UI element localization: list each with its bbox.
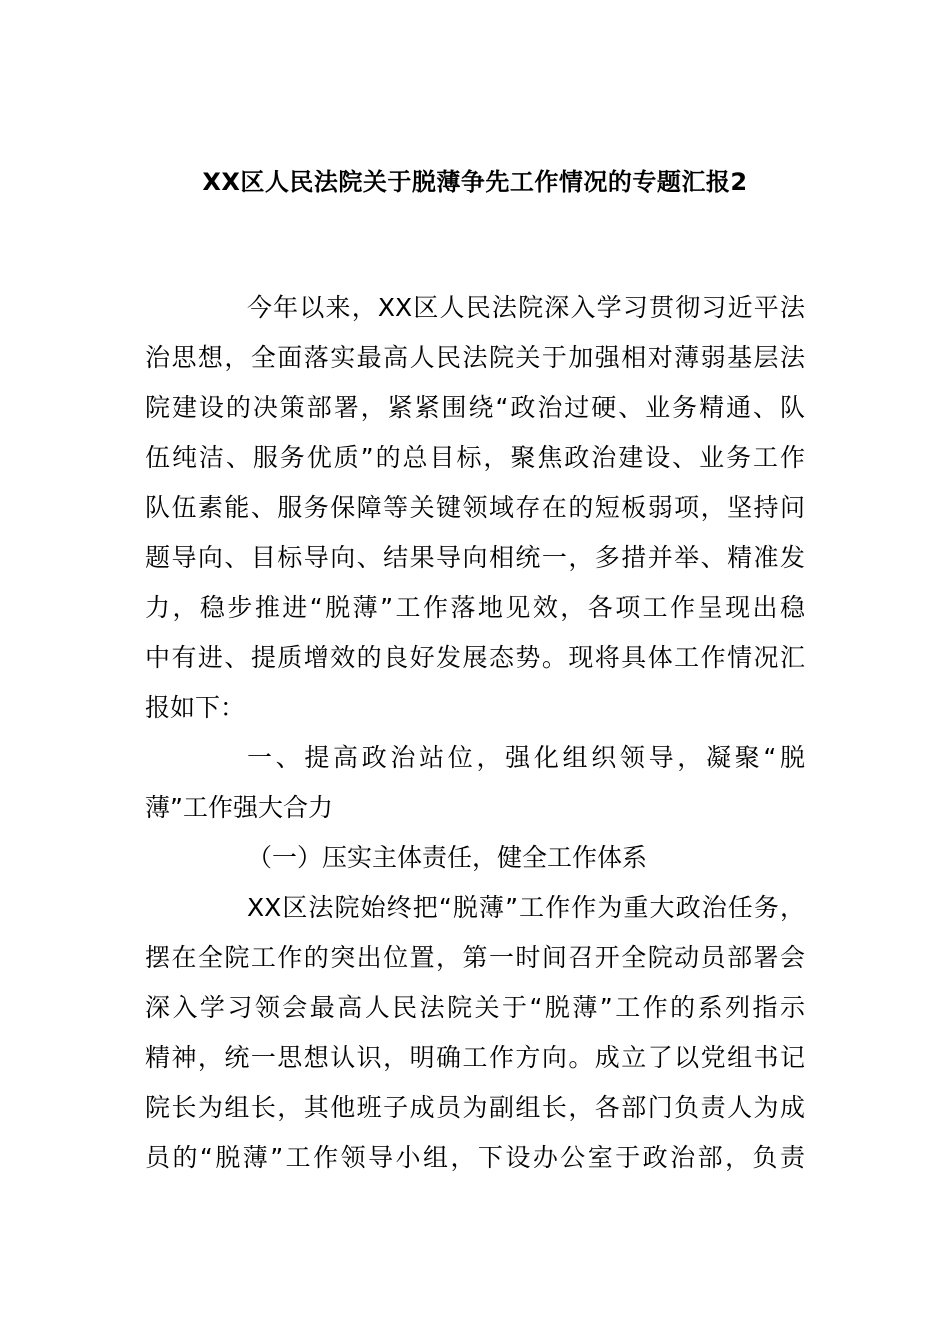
text-line: 院长为组长，其他班子成员为副组长，各部门负责人为成	[145, 1093, 805, 1122]
document-title: XX区人民法院关于脱薄争先工作情况的专题汇报2	[202, 168, 748, 196]
text-line: 精神，统一思想认识，明确工作方向。成立了以党组书记	[145, 1043, 805, 1072]
body-paragraph	[145, 883, 805, 1183]
text-line: 摆在全院工作的突出位置，第一时间召开全院动员部署会	[145, 943, 805, 972]
text-line: 伍纯洁、服务优质”的总目标，聚焦政治建设、业务工作	[145, 443, 805, 472]
subsection-heading-1	[145, 833, 805, 883]
text-line: 报如下：	[145, 693, 246, 722]
text-line: （一）压实主体责任，健全工作体系	[247, 843, 648, 872]
text-line: 一、提高政治站位，强化组织领导，凝聚“脱	[247, 743, 805, 772]
text-line: 员的“脱薄”工作领导小组，下设办公室于政治部，负责	[145, 1143, 805, 1172]
text-line: 薄”工作强大合力	[145, 793, 333, 822]
text-line: XX区法院始终把“脱薄”工作作为重大政治任务，	[247, 893, 805, 922]
text-line: 题导向、目标导向、结果导向相统一，多措并举、精准发	[145, 543, 805, 572]
document-body	[145, 283, 805, 1183]
text-line: 院建设的决策部署，紧紧围绕“政治过硬、业务精通、队	[145, 393, 805, 422]
text-line: 队伍素能、服务保障等关键领域存在的短板弱项，坚持问	[145, 493, 805, 522]
text-line: 中有进、提质增效的良好发展态势。现将具体工作情况汇	[145, 643, 805, 672]
intro-paragraph	[145, 283, 805, 733]
text-line: 力，稳步推进“脱薄”工作落地见效，各项工作呈现出稳	[145, 593, 805, 622]
text-line: 今年以来，XX区人民法院深入学习贯彻习近平法	[247, 293, 805, 322]
text-line: 治思想，全面落实最高人民法院关于加强相对薄弱基层法	[145, 343, 805, 372]
section-heading-1	[145, 733, 805, 833]
text-line: 深入学习领会最高人民法院关于“脱薄”工作的系列指示	[145, 993, 805, 1022]
